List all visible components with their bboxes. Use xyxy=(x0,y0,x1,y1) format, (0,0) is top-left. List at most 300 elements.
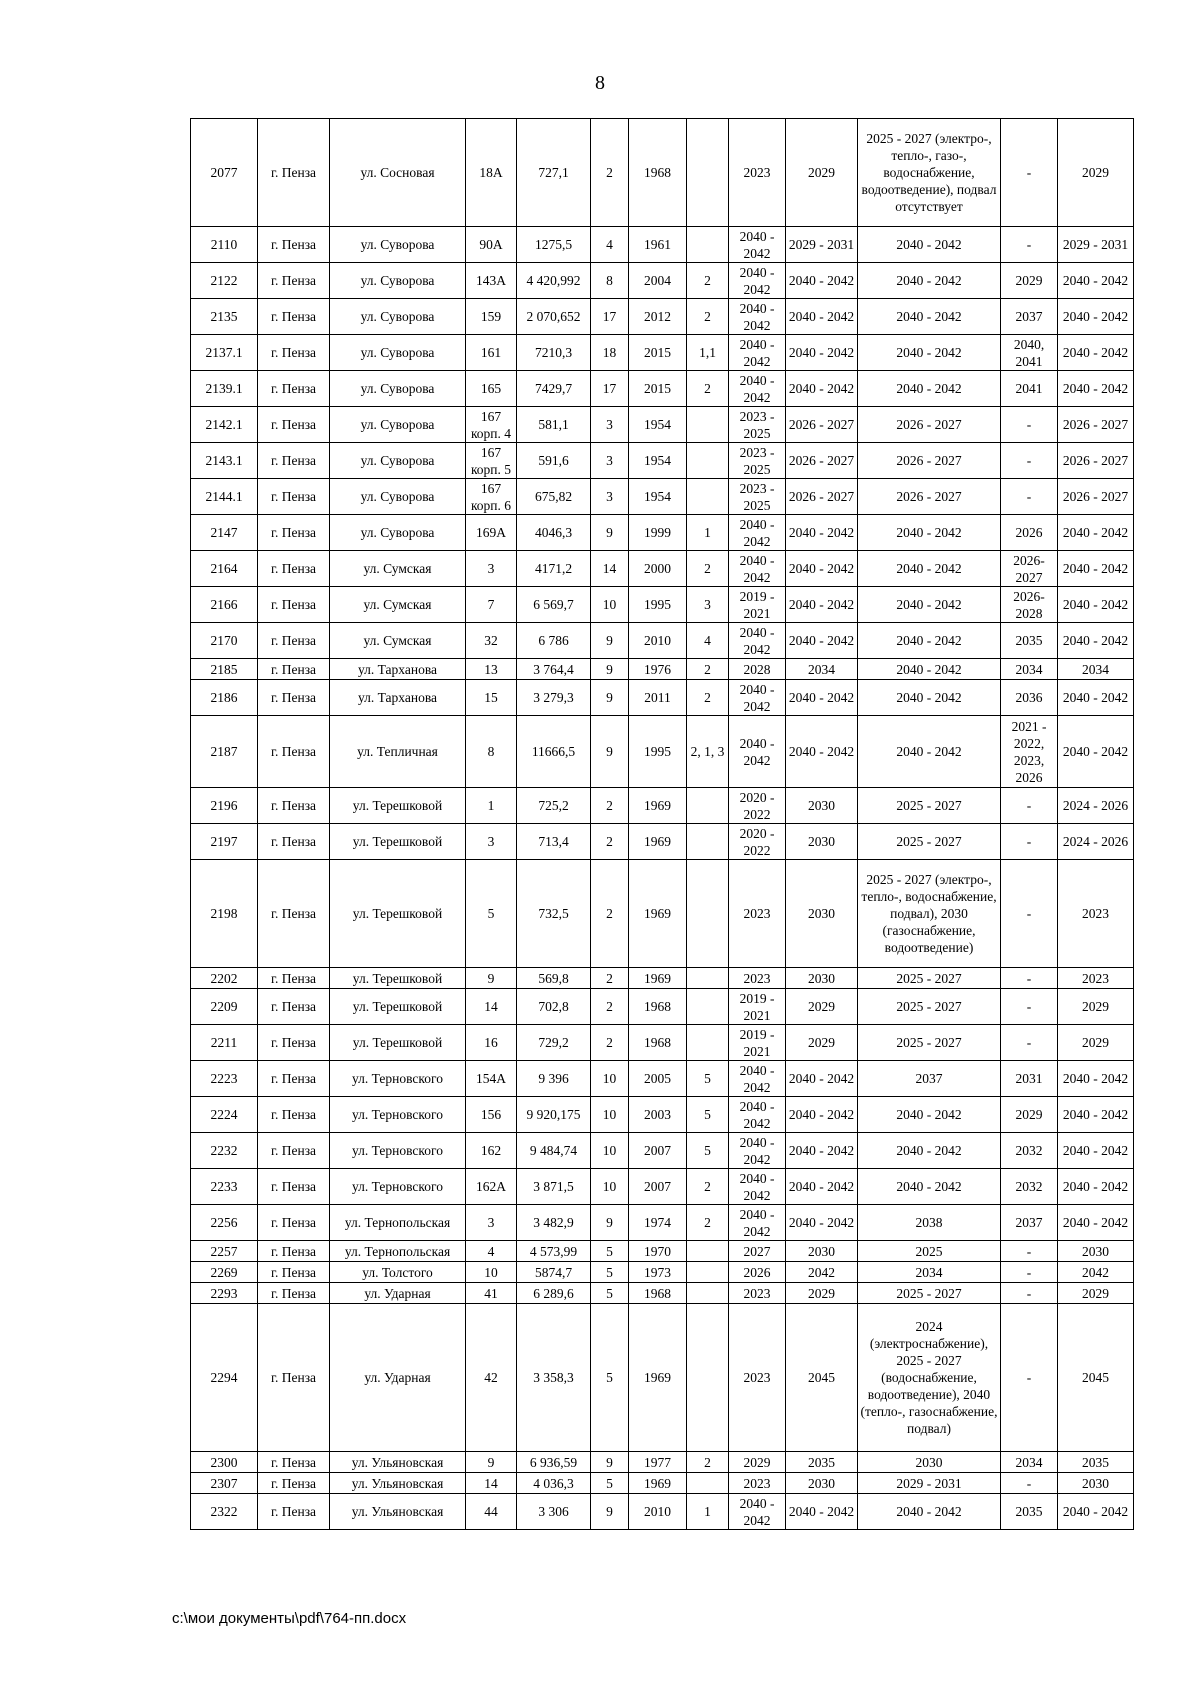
cell-category xyxy=(687,1304,729,1452)
cell-area: 1275,5 xyxy=(517,227,591,263)
cell-period-4: 2034 xyxy=(1001,1452,1058,1473)
table-row xyxy=(191,443,1134,479)
cell-house: 143А xyxy=(466,263,517,299)
cell-floors: 10 xyxy=(591,1097,629,1133)
cell-city: г. Пенза xyxy=(258,407,330,443)
cell-category: 2 xyxy=(687,263,729,299)
table-row xyxy=(191,1283,1134,1304)
table-row xyxy=(191,1304,1134,1452)
table-row xyxy=(191,623,1134,659)
cell-period-4: 2037 xyxy=(1001,299,1058,335)
cell-period-2: 2026 - 2027 xyxy=(786,443,858,479)
cell-systems-period: 2025 - 2027 xyxy=(858,989,1001,1025)
cell-period-2: 2042 xyxy=(786,1262,858,1283)
cell-house: 156 xyxy=(466,1097,517,1133)
cell-category xyxy=(687,1025,729,1061)
cell-id: 2256 xyxy=(191,1205,258,1241)
cell-house: 14 xyxy=(466,1473,517,1494)
cell-year: 2012 xyxy=(629,299,687,335)
cell-id: 2143.1 xyxy=(191,443,258,479)
cell-city: г. Пенза xyxy=(258,227,330,263)
cell-year: 2007 xyxy=(629,1133,687,1169)
cell-id: 2197 xyxy=(191,824,258,860)
table-row xyxy=(191,515,1134,551)
cell-id: 2300 xyxy=(191,1452,258,1473)
cell-period-4: 2034 xyxy=(1001,659,1058,680)
table-row xyxy=(191,1452,1134,1473)
table-row xyxy=(191,479,1134,515)
cell-year: 2010 xyxy=(629,1494,687,1530)
cell-street: ул. Терновского xyxy=(330,1133,466,1169)
table-row xyxy=(191,407,1134,443)
cell-period-5: 2029 xyxy=(1058,989,1134,1025)
cell-year: 2003 xyxy=(629,1097,687,1133)
cell-id: 2211 xyxy=(191,1025,258,1061)
cell-id: 2166 xyxy=(191,587,258,623)
cell-year: 2010 xyxy=(629,623,687,659)
cell-period-2: 2040 - 2042 xyxy=(786,680,858,716)
cell-city: г. Пенза xyxy=(258,551,330,587)
cell-period-4: - xyxy=(1001,407,1058,443)
cell-period-2: 2030 xyxy=(786,860,858,968)
cell-id: 2122 xyxy=(191,263,258,299)
cell-period-4: - xyxy=(1001,479,1058,515)
cell-floors: 5 xyxy=(591,1283,629,1304)
cell-period-4: 2035 xyxy=(1001,623,1058,659)
cell-area: 3 279,3 xyxy=(517,680,591,716)
cell-period-2: 2034 xyxy=(786,659,858,680)
cell-city: г. Пенза xyxy=(258,263,330,299)
cell-period-5: 2040 - 2042 xyxy=(1058,1133,1134,1169)
cell-id: 2139.1 xyxy=(191,371,258,407)
cell-id: 2142.1 xyxy=(191,407,258,443)
cell-year: 2015 xyxy=(629,371,687,407)
cell-id: 2135 xyxy=(191,299,258,335)
cell-city: г. Пенза xyxy=(258,515,330,551)
cell-systems-period: 2040 - 2042 xyxy=(858,1133,1001,1169)
cell-period-4: 2026 xyxy=(1001,515,1058,551)
cell-street: ул. Тернопольская xyxy=(330,1205,466,1241)
cell-floors: 9 xyxy=(591,1205,629,1241)
cell-category xyxy=(687,119,729,227)
cell-period-2: 2029 xyxy=(786,1283,858,1304)
cell-systems-period: 2040 - 2042 xyxy=(858,716,1001,788)
cell-year: 1970 xyxy=(629,1241,687,1262)
table-row xyxy=(191,1133,1134,1169)
table-row xyxy=(191,1473,1134,1494)
cell-systems-period: 2040 - 2042 xyxy=(858,299,1001,335)
cell-id: 2147 xyxy=(191,515,258,551)
cell-city: г. Пенза xyxy=(258,371,330,407)
cell-period-5: 2026 - 2027 xyxy=(1058,479,1134,515)
table-body xyxy=(191,119,1134,1530)
cell-floors: 10 xyxy=(591,1169,629,1205)
cell-period-5: 2040 - 2042 xyxy=(1058,1169,1134,1205)
cell-city: г. Пенза xyxy=(258,860,330,968)
cell-house: 162А xyxy=(466,1169,517,1205)
cell-period-1: 2029 xyxy=(729,1452,786,1473)
cell-area: 9 484,74 xyxy=(517,1133,591,1169)
cell-category xyxy=(687,1241,729,1262)
cell-period-5: 2040 - 2042 xyxy=(1058,680,1134,716)
cell-id: 2224 xyxy=(191,1097,258,1133)
cell-systems-period: 2025 - 2027 xyxy=(858,1283,1001,1304)
cell-category: 2 xyxy=(687,1452,729,1473)
cell-period-2: 2040 - 2042 xyxy=(786,1061,858,1097)
cell-period-5: 2040 - 2042 xyxy=(1058,587,1134,623)
cell-period-4: - xyxy=(1001,1304,1058,1452)
cell-category: 5 xyxy=(687,1097,729,1133)
cell-floors: 9 xyxy=(591,680,629,716)
cell-period-2: 2030 xyxy=(786,1473,858,1494)
cell-year: 2007 xyxy=(629,1169,687,1205)
table-row xyxy=(191,335,1134,371)
cell-period-5: 2040 - 2042 xyxy=(1058,335,1134,371)
cell-floors: 18 xyxy=(591,335,629,371)
cell-floors: 2 xyxy=(591,989,629,1025)
cell-floors: 2 xyxy=(591,824,629,860)
cell-period-1: 2040 - 2042 xyxy=(729,371,786,407)
cell-street: ул. Суворова xyxy=(330,479,466,515)
cell-floors: 2 xyxy=(591,860,629,968)
cell-area: 6 289,6 xyxy=(517,1283,591,1304)
cell-area: 9 396 xyxy=(517,1061,591,1097)
cell-city: г. Пенза xyxy=(258,989,330,1025)
cell-period-2: 2040 - 2042 xyxy=(786,371,858,407)
cell-systems-period: 2025 - 2027 xyxy=(858,968,1001,989)
cell-period-2: 2040 - 2042 xyxy=(786,1169,858,1205)
cell-category: 1 xyxy=(687,515,729,551)
cell-period-5: 2024 - 2026 xyxy=(1058,824,1134,860)
cell-period-1: 2040 - 2042 xyxy=(729,551,786,587)
cell-period-2: 2040 - 2042 xyxy=(786,587,858,623)
cell-year: 1968 xyxy=(629,119,687,227)
cell-id: 2232 xyxy=(191,1133,258,1169)
cell-systems-period: 2040 - 2042 xyxy=(858,227,1001,263)
cell-period-5: 2042 xyxy=(1058,1262,1134,1283)
cell-category xyxy=(687,968,729,989)
cell-house: 167 корп. 4 xyxy=(466,407,517,443)
cell-street: ул. Сумская xyxy=(330,551,466,587)
cell-period-5: 2045 xyxy=(1058,1304,1134,1452)
cell-area: 729,2 xyxy=(517,1025,591,1061)
cell-house: 4 xyxy=(466,1241,517,1262)
cell-area: 9 920,175 xyxy=(517,1097,591,1133)
cell-area: 6 786 xyxy=(517,623,591,659)
cell-category xyxy=(687,1262,729,1283)
cell-category: 2 xyxy=(687,659,729,680)
cell-period-4: - xyxy=(1001,1241,1058,1262)
table-row xyxy=(191,1494,1134,1530)
cell-period-2: 2040 - 2042 xyxy=(786,299,858,335)
cell-street: ул. Ударная xyxy=(330,1283,466,1304)
cell-period-5: 2040 - 2042 xyxy=(1058,623,1134,659)
cell-house: 44 xyxy=(466,1494,517,1530)
cell-city: г. Пенза xyxy=(258,1061,330,1097)
cell-house: 161 xyxy=(466,335,517,371)
cell-street: ул. Суворова xyxy=(330,299,466,335)
cell-systems-period: 2040 - 2042 xyxy=(858,1097,1001,1133)
cell-city: г. Пенза xyxy=(258,1452,330,1473)
cell-category: 2 xyxy=(687,299,729,335)
cell-area: 3 358,3 xyxy=(517,1304,591,1452)
cell-house: 18А xyxy=(466,119,517,227)
cell-city: г. Пенза xyxy=(258,824,330,860)
cell-house: 154А xyxy=(466,1061,517,1097)
cell-street: ул. Ульяновская xyxy=(330,1494,466,1530)
table-row xyxy=(191,680,1134,716)
cell-period-1: 2023 xyxy=(729,860,786,968)
cell-period-4: 2031 xyxy=(1001,1061,1058,1097)
cell-house: 10 xyxy=(466,1262,517,1283)
cell-street: ул. Терновского xyxy=(330,1097,466,1133)
cell-street: ул. Терешковой xyxy=(330,788,466,824)
cell-house: 3 xyxy=(466,824,517,860)
cell-period-1: 2040 - 2042 xyxy=(729,623,786,659)
cell-category: 5 xyxy=(687,1133,729,1169)
cell-floors: 5 xyxy=(591,1304,629,1452)
table-row xyxy=(191,1025,1134,1061)
cell-systems-period: 2026 - 2027 xyxy=(858,479,1001,515)
cell-year: 1961 xyxy=(629,227,687,263)
cell-period-2: 2029 xyxy=(786,989,858,1025)
cell-systems-period: 2025 - 2027 (электро-, тепло-, газо-, водоснабжение, водоотведение), подвал отсутствует xyxy=(858,119,1001,227)
cell-period-5: 2026 - 2027 xyxy=(1058,443,1134,479)
cell-period-1: 2023 - 2025 xyxy=(729,407,786,443)
cell-systems-period: 2026 - 2027 xyxy=(858,443,1001,479)
cell-year: 1969 xyxy=(629,824,687,860)
cell-period-5: 2040 - 2042 xyxy=(1058,263,1134,299)
cell-id: 2223 xyxy=(191,1061,258,1097)
cell-category: 2, 1, 3 xyxy=(687,716,729,788)
table-row xyxy=(191,716,1134,788)
cell-systems-period: 2025 - 2027 xyxy=(858,824,1001,860)
cell-city: г. Пенза xyxy=(258,443,330,479)
cell-period-4: 2021 - 2022, 2023, 2026 xyxy=(1001,716,1058,788)
cell-area: 581,1 xyxy=(517,407,591,443)
cell-period-5: 2024 - 2026 xyxy=(1058,788,1134,824)
cell-year: 1969 xyxy=(629,860,687,968)
cell-floors: 2 xyxy=(591,788,629,824)
cell-city: г. Пенза xyxy=(258,788,330,824)
cell-area: 591,6 xyxy=(517,443,591,479)
cell-street: ул. Сумская xyxy=(330,587,466,623)
cell-period-2: 2040 - 2042 xyxy=(786,716,858,788)
cell-category xyxy=(687,989,729,1025)
cell-period-2: 2040 - 2042 xyxy=(786,515,858,551)
cell-period-2: 2030 xyxy=(786,824,858,860)
cell-period-1: 2023 xyxy=(729,1304,786,1452)
cell-period-1: 2023 - 2025 xyxy=(729,479,786,515)
table-row xyxy=(191,263,1134,299)
cell-id: 2187 xyxy=(191,716,258,788)
cell-period-2: 2040 - 2042 xyxy=(786,623,858,659)
cell-city: г. Пенза xyxy=(258,1097,330,1133)
cell-category xyxy=(687,1473,729,1494)
cell-category xyxy=(687,443,729,479)
cell-year: 1995 xyxy=(629,716,687,788)
cell-area: 6 569,7 xyxy=(517,587,591,623)
cell-city: г. Пенза xyxy=(258,299,330,335)
cell-period-4: 2029 xyxy=(1001,263,1058,299)
table-row xyxy=(191,1262,1134,1283)
cell-id: 2196 xyxy=(191,788,258,824)
cell-area: 3 306 xyxy=(517,1494,591,1530)
cell-id: 2202 xyxy=(191,968,258,989)
cell-period-5: 2035 xyxy=(1058,1452,1134,1473)
cell-city: г. Пенза xyxy=(258,1169,330,1205)
cell-period-4: 2026- 2028 xyxy=(1001,587,1058,623)
cell-category xyxy=(687,824,729,860)
cell-systems-period: 2025 - 2027 xyxy=(858,1025,1001,1061)
cell-period-1: 2019 - 2021 xyxy=(729,587,786,623)
cell-period-1: 2040 - 2042 xyxy=(729,515,786,551)
cell-period-1: 2040 - 2042 xyxy=(729,335,786,371)
cell-period-1: 2040 - 2042 xyxy=(729,680,786,716)
cell-street: ул. Суворова xyxy=(330,515,466,551)
table-row xyxy=(191,587,1134,623)
cell-id: 2257 xyxy=(191,1241,258,1262)
cell-period-2: 2040 - 2042 xyxy=(786,1205,858,1241)
cell-floors: 9 xyxy=(591,1452,629,1473)
cell-floors: 10 xyxy=(591,1133,629,1169)
cell-floors: 8 xyxy=(591,263,629,299)
cell-period-1: 2023 xyxy=(729,968,786,989)
cell-id: 2322 xyxy=(191,1494,258,1530)
cell-area: 4171,2 xyxy=(517,551,591,587)
cell-systems-period: 2040 - 2042 xyxy=(858,680,1001,716)
cell-street: ул. Сосновая xyxy=(330,119,466,227)
cell-systems-period: 2040 - 2042 xyxy=(858,1494,1001,1530)
cell-period-4: - xyxy=(1001,1025,1058,1061)
cell-area: 4 036,3 xyxy=(517,1473,591,1494)
cell-systems-period: 2040 - 2042 xyxy=(858,587,1001,623)
cell-systems-period: 2025 - 2027 xyxy=(858,788,1001,824)
cell-id: 2185 xyxy=(191,659,258,680)
cell-floors: 17 xyxy=(591,371,629,407)
cell-area: 702,8 xyxy=(517,989,591,1025)
cell-year: 1954 xyxy=(629,443,687,479)
cell-house: 90А xyxy=(466,227,517,263)
cell-period-1: 2040 - 2042 xyxy=(729,1133,786,1169)
cell-period-5: 2023 xyxy=(1058,860,1134,968)
cell-house: 167 корп. 6 xyxy=(466,479,517,515)
cell-year: 1968 xyxy=(629,1283,687,1304)
cell-year: 1968 xyxy=(629,989,687,1025)
table-row xyxy=(191,1169,1134,1205)
cell-city: г. Пенза xyxy=(258,1283,330,1304)
cell-period-4: - xyxy=(1001,989,1058,1025)
cell-period-4: - xyxy=(1001,968,1058,989)
cell-year: 1976 xyxy=(629,659,687,680)
cell-floors: 14 xyxy=(591,551,629,587)
cell-year: 1954 xyxy=(629,479,687,515)
cell-year: 1954 xyxy=(629,407,687,443)
cell-systems-period: 2040 - 2042 xyxy=(858,623,1001,659)
cell-house: 169А xyxy=(466,515,517,551)
cell-period-1: 2019 - 2021 xyxy=(729,989,786,1025)
cell-systems-period: 2037 xyxy=(858,1061,1001,1097)
cell-street: ул. Тарханова xyxy=(330,659,466,680)
cell-street: ул. Суворова xyxy=(330,443,466,479)
cell-period-1: 2023 xyxy=(729,119,786,227)
cell-id: 2307 xyxy=(191,1473,258,1494)
cell-period-2: 2040 - 2042 xyxy=(786,1494,858,1530)
cell-street: ул. Терешковой xyxy=(330,1025,466,1061)
cell-period-4: 2041 xyxy=(1001,371,1058,407)
cell-area: 3 871,5 xyxy=(517,1169,591,1205)
cell-period-2: 2040 - 2042 xyxy=(786,335,858,371)
cell-period-1: 2020 - 2022 xyxy=(729,824,786,860)
cell-area: 4 420,992 xyxy=(517,263,591,299)
cell-year: 1999 xyxy=(629,515,687,551)
cell-id: 2293 xyxy=(191,1283,258,1304)
cell-floors: 9 xyxy=(591,515,629,551)
cell-city: г. Пенза xyxy=(258,1025,330,1061)
cell-year: 2005 xyxy=(629,1061,687,1097)
cell-area: 732,5 xyxy=(517,860,591,968)
cell-city: г. Пенза xyxy=(258,119,330,227)
cell-year: 1968 xyxy=(629,1025,687,1061)
cell-house: 3 xyxy=(466,1205,517,1241)
cell-period-5: 2029 xyxy=(1058,1283,1134,1304)
cell-period-5: 2029 xyxy=(1058,1025,1134,1061)
cell-period-4: 2040, 2041 xyxy=(1001,335,1058,371)
cell-house: 42 xyxy=(466,1304,517,1452)
cell-period-5: 2040 - 2042 xyxy=(1058,551,1134,587)
cell-year: 1969 xyxy=(629,968,687,989)
cell-systems-period: 2040 - 2042 xyxy=(858,371,1001,407)
cell-floors: 10 xyxy=(591,1061,629,1097)
cell-street: ул. Тернопольская xyxy=(330,1241,466,1262)
cell-period-1: 2027 xyxy=(729,1241,786,1262)
cell-period-4: - xyxy=(1001,824,1058,860)
cell-category: 2 xyxy=(687,1205,729,1241)
cell-street: ул. Терновского xyxy=(330,1169,466,1205)
cell-year: 1973 xyxy=(629,1262,687,1283)
cell-area: 4 573,99 xyxy=(517,1241,591,1262)
cell-period-5: 2040 - 2042 xyxy=(1058,299,1134,335)
cell-systems-period: 2040 - 2042 xyxy=(858,515,1001,551)
cell-systems-period: 2040 - 2042 xyxy=(858,551,1001,587)
cell-year: 1969 xyxy=(629,788,687,824)
cell-period-1: 2023 - 2025 xyxy=(729,443,786,479)
cell-house: 8 xyxy=(466,716,517,788)
cell-period-1: 2040 - 2042 xyxy=(729,1205,786,1241)
table-row xyxy=(191,299,1134,335)
table-row xyxy=(191,551,1134,587)
cell-area: 5874,7 xyxy=(517,1262,591,1283)
table-row xyxy=(191,1061,1134,1097)
cell-area: 7210,3 xyxy=(517,335,591,371)
cell-city: г. Пенза xyxy=(258,335,330,371)
cell-floors: 17 xyxy=(591,299,629,335)
cell-city: г. Пенза xyxy=(258,1473,330,1494)
cell-category xyxy=(687,479,729,515)
cell-category: 1 xyxy=(687,1494,729,1530)
cell-period-2: 2045 xyxy=(786,1304,858,1452)
cell-city: г. Пенза xyxy=(258,1304,330,1452)
cell-house: 165 xyxy=(466,371,517,407)
cell-id: 2269 xyxy=(191,1262,258,1283)
cell-period-1: 2028 xyxy=(729,659,786,680)
cell-period-4: 2032 xyxy=(1001,1133,1058,1169)
cell-house: 3 xyxy=(466,551,517,587)
cell-floors: 9 xyxy=(591,659,629,680)
cell-id: 2294 xyxy=(191,1304,258,1452)
cell-area: 725,2 xyxy=(517,788,591,824)
cell-systems-period: 2030 xyxy=(858,1452,1001,1473)
